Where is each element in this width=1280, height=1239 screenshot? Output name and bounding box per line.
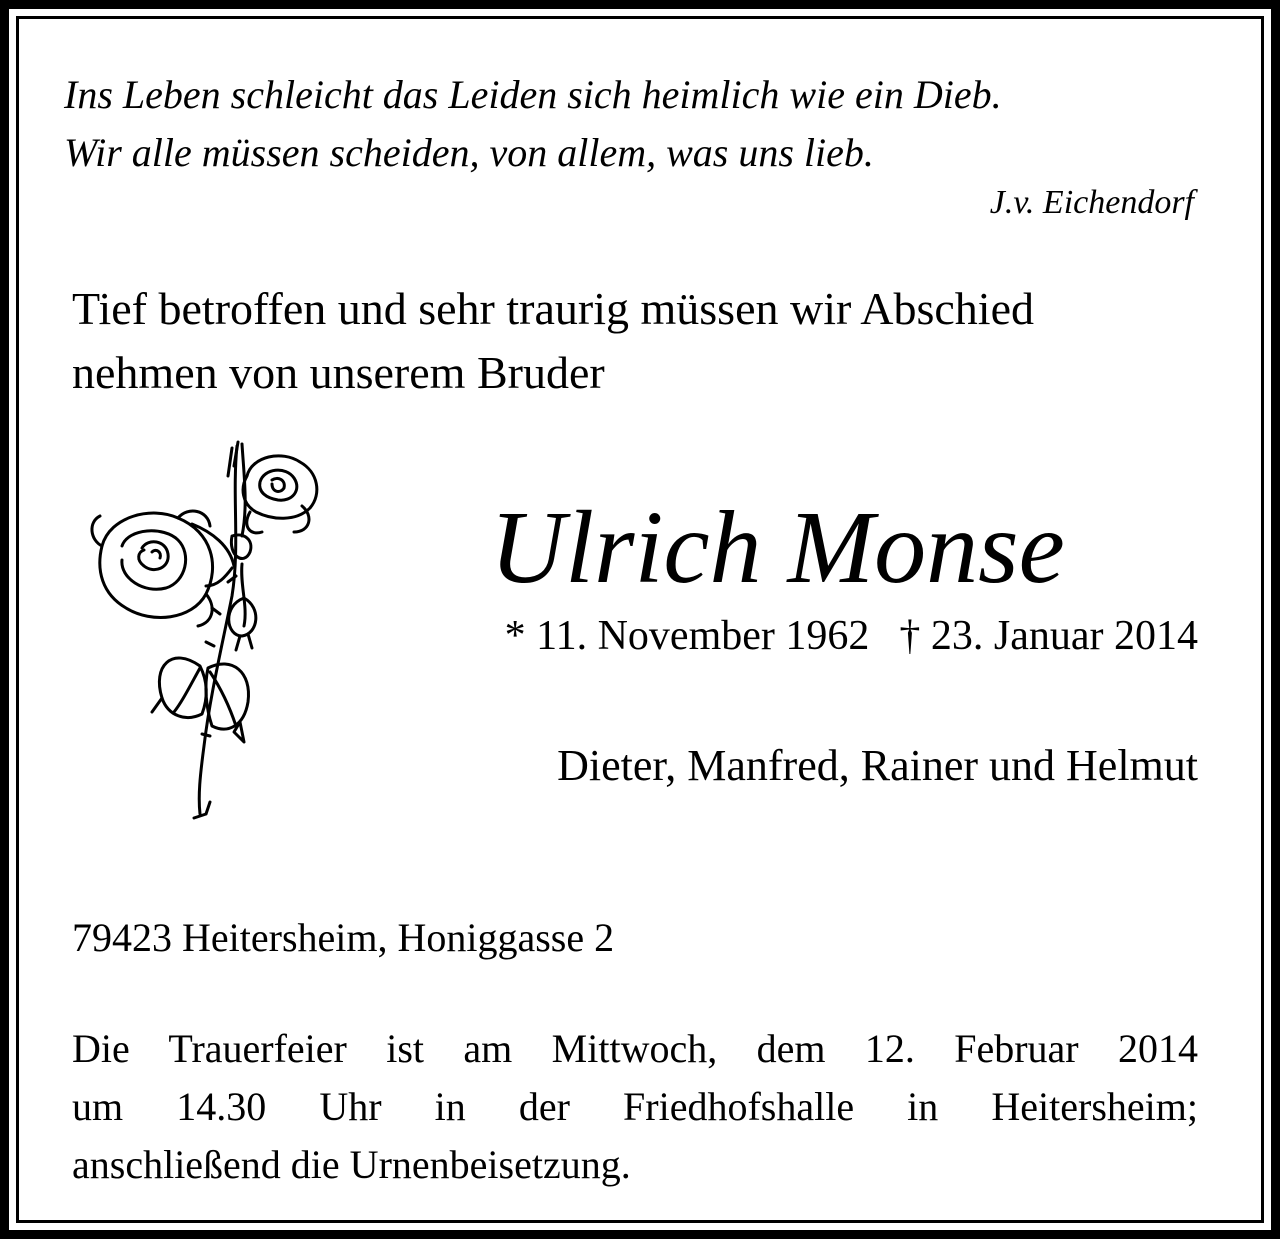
poem xyxy=(64,66,1204,182)
death-date: † 23. Januar 2014 xyxy=(899,613,1198,659)
service-line-1: Die Trauerfeier ist am Mittwoch, dem 12. Februar 2014 xyxy=(72,1026,1198,1071)
intro-text xyxy=(72,277,1034,405)
intro-line-2: nehmen von unserem Bruder xyxy=(72,347,605,398)
service-line-2: um 14.30 Uhr in der Friedhofshalle in Heitersheim; xyxy=(72,1084,1198,1129)
poem-line-2: Wir alle müssen scheiden, von allem, was uns lieb. xyxy=(64,130,874,175)
family-names: Dieter, Manfred, Rainer und Helmut xyxy=(557,741,1198,790)
poem-line-1: Ins Leben schleicht das Leiden sich heimlich wie ein Dieb. xyxy=(64,72,1002,117)
life-dates xyxy=(505,612,1198,660)
intro-line-1: Tief betroffen und sehr traurig müssen wir Abschied xyxy=(72,283,1035,334)
poem-author: J.v. Eichendorf xyxy=(989,184,1194,221)
deceased-name: Ulrich Monse xyxy=(490,490,1065,605)
service-line-3: anschließend die Urnenbeisetzung. xyxy=(72,1142,631,1187)
service-notice xyxy=(72,1020,1198,1194)
rose-illustration-icon xyxy=(82,436,332,820)
address: 79423 Heitersheim, Honiggasse 2 xyxy=(72,915,615,960)
birth-date: * 11. November 1962 xyxy=(504,613,870,659)
